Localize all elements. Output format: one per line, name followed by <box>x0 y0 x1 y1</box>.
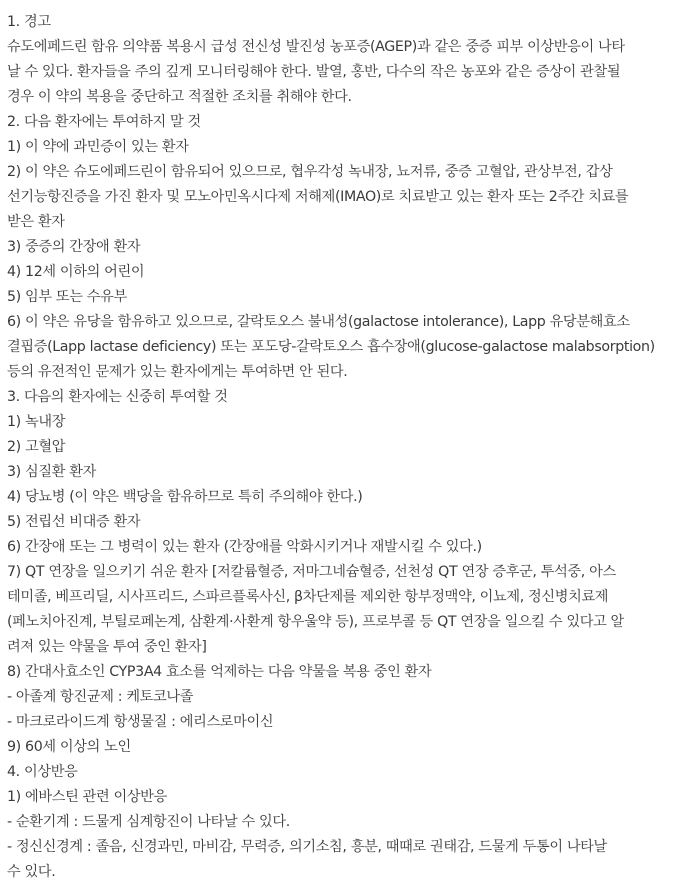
document-body <box>7 10 683 885</box>
text-line: 날 수 있다. 환자들을 주의 깊게 모니터링해야 한다. 발열, 홍반, 다수의 작은 농포와 같은 증상이 관찰될 <box>7 64 621 80</box>
text-line: 5) 전립선 비대증 환자 <box>7 514 141 530</box>
text-line: 9) 60세 이상의 노인 <box>7 739 131 755</box>
text-line: 려져 있는 약물을 투여 중인 환자] <box>7 639 207 655</box>
text-line: 3) 중증의 간장애 환자 <box>7 239 141 255</box>
text-line: 슈도에페드린 함유 의약품 복용시 급성 전신성 발진성 농포증(AGEP)과 같은 중증 피부 이상반응이 나타 <box>7 39 625 55</box>
text-line: - 순환기계 : 드물게 심계항진이 나타날 수 있다. <box>7 814 290 830</box>
text-line: 수 있다. <box>7 864 56 880</box>
text-line: 테미졸, 베프리딜, 시사프리드, 스파르플록사신, β차단제를 제외한 항부정맥약, 이뇨제, 정신병치료제 <box>7 589 609 605</box>
text-line: 선기능항진증을 가진 환자 및 모노아민옥시다제 저해제(IMAO)로 치료받고 있는 환자 또는 2주간 치료를 <box>7 189 629 205</box>
text-line: 5) 임부 또는 수유부 <box>7 289 127 305</box>
text-line: 4) 12세 이하의 어린이 <box>7 264 145 280</box>
text-line: 2. 다음 환자에는 투여하지 말 것 <box>7 114 201 130</box>
text-line: 1) 에바스틴 관련 이상반응 <box>7 789 167 805</box>
text-line: - 아졸계 항진균제 : 케토코나졸 <box>7 689 194 705</box>
text-line: 결핍증(Lapp lactase deficiency) 또는 포도당-갈락토오스 흡수장애(glucose-galactose malabsorption) <box>7 339 655 355</box>
text-line: 6) 간장애 또는 그 병력이 있는 환자 (간장애를 악화시키거나 재발시킬 수 있다.) <box>7 539 482 555</box>
text-line: 4) 당뇨병 (이 약은 백당을 함유하므로 특히 주의해야 한다.) <box>7 489 363 505</box>
text-line: 1. 경고 <box>7 14 51 30</box>
text-line: 2) 이 약은 슈도에페드린이 함유되어 있으므로, 협우각성 녹내장, 뇨저류, 중증 고혈압, 관상부전, 갑상 <box>7 164 613 180</box>
text-line: 3) 심질환 환자 <box>7 464 96 480</box>
text-line: (페노치아진계, 부틸로페논계, 삼환계·사환계 항우울약 등), 프로부콜 등 QT 연장을 일으킬 수 있다고 알 <box>7 614 624 630</box>
text-line: - 정신신경계 : 졸음, 신경과민, 마비감, 무력증, 의기소침, 흥분, 때때로 권태감, 드물게 두통이 나타날 <box>7 839 607 855</box>
text-line: 1) 녹내장 <box>7 414 66 430</box>
text-line: 2) 고혈압 <box>7 439 66 455</box>
text-line: 4. 이상반응 <box>7 764 78 780</box>
text-line: - 마크로라이드계 항생물질 : 에리스로마이신 <box>7 714 274 730</box>
text-line: 6) 이 약은 유당을 함유하고 있으므로, 갈락토오스 불내성(galactose intolerance), Lapp 유당분해효소 <box>7 314 630 330</box>
text-line: 8) 간대사효소인 CYP3A4 효소를 억제하는 다음 약물을 복용 중인 환자 <box>7 664 432 680</box>
text-line: 등의 유전적인 문제가 있는 환자에게는 투여하면 안 된다. <box>7 364 348 380</box>
text-line: 경우 이 약의 복용을 중단하고 적절한 조치를 취해야 한다. <box>7 89 352 105</box>
text-line: 7) QT 연장을 일으키기 쉬운 환자 [저칼륨혈증, 저마그네슘혈증, 선천성 QT 연장 증후군, 투석중, 아스 <box>7 564 616 580</box>
text-line: 받은 환자 <box>7 214 65 230</box>
text-line: 1) 이 약에 과민증이 있는 환자 <box>7 139 189 155</box>
text-line: 3. 다음의 환자에는 신중히 투여할 것 <box>7 389 228 405</box>
